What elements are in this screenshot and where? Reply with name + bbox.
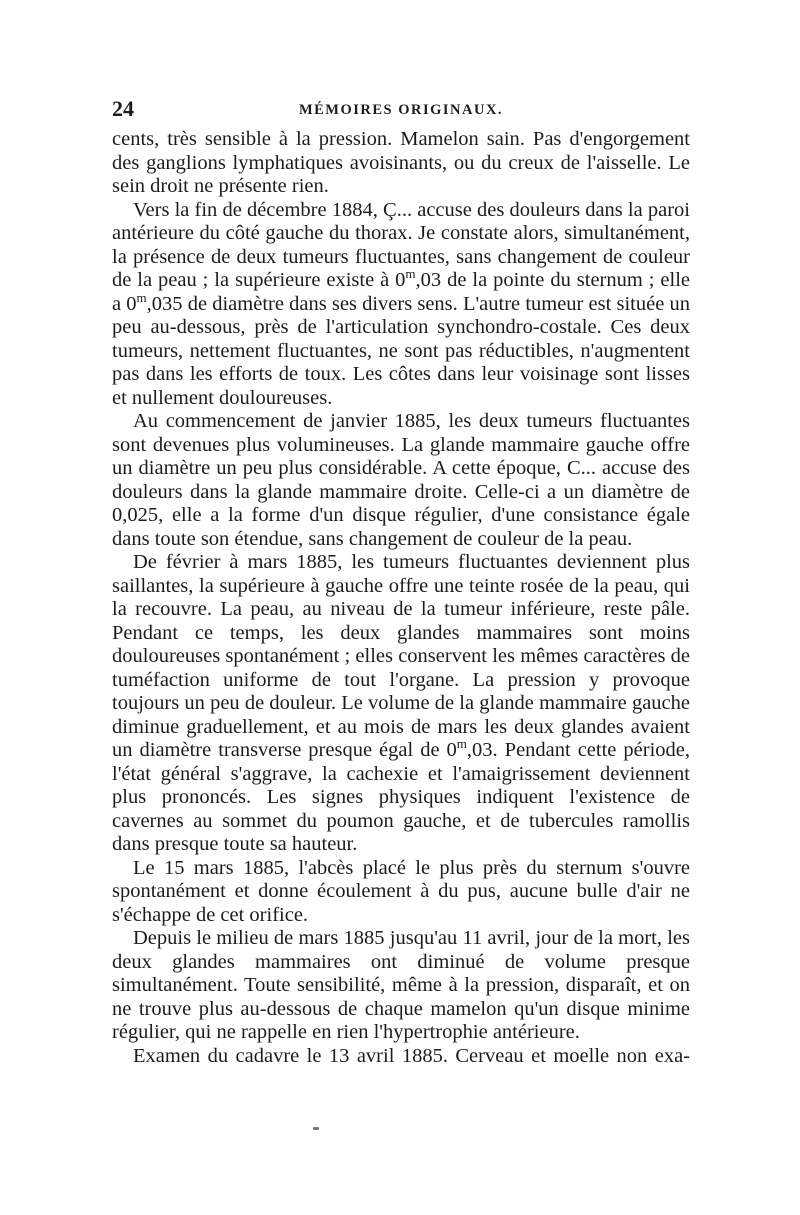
paragraph-continuation: cents, très sensible à la pression. Mamelon sain. Pas d'engorgement des ganglions lymphatiques avoisinants, ou du creux de l'aisselle. Le sein droit ne présente rien. — [112, 128, 690, 197]
page-header — [112, 96, 690, 126]
page-number: 24 — [112, 96, 134, 121]
paragraph-january-1885: Au commencement de janvier 1885, les deux tumeurs fluctuantes sont devenues plus volumineuses. La glande mammaire gauche offre un diamètre un peu plus considérable. A cette époque, C... accuse des douleurs dans la glande mammaire droite. Celle-ci a un diamètre de 0,025, elle a la forme d'un disque régulier, d'une consistance égale dans toute son étendue, sans changement de couleur de la peau. — [112, 410, 690, 550]
printer-mark — [313, 1127, 319, 1130]
paragraph-autopsy: Examen du cadavre le 13 avril 1885. Cerveau et moelle non exa- — [133, 1044, 690, 1067]
running-title: MÉMOIRES ORIGINAUX. — [298, 102, 504, 118]
paragraph-february-march-1885: De février à mars 1885, les tumeurs fluctuantes deviennent plus saillantes, la supérieure à gauche offre une teinte rosée de la peau, qui la recouvre. La peau, au niveau de la tumeur inférieure, reste pâle. Pendant ce temps, les deux glandes mammaires sont moins douloureuses spontanément ; elles conservent les mêmes caractères de tuméfaction uniforme de tout l'organe. La pression y provoque toujours un peu de douleur. Le volume de la glande mammaire gauche diminue graduellement, et au mois de mars les deux glandes avaient un diamètre transverse presque égal de 0$^m$,03. Pendant cette période, l'état général s'aggrave, la cachexie et l'amaigrissement deviennent plus prononcés. Les signes physiques indiquent l'existence de cavernes au sommet du poumon gauche, et de tubercules ramollis dans presque toute sa hauteur. — [112, 551, 690, 855]
paragraph-december-1884: Vers la fin de décembre 1884, Ç... accuse des douleurs dans la paroi antérieure du côté gauche du thorax. Je constate alors, simultanément, la présence de deux tumeurs fluctuantes, sans changement de couleur de la peau ; la supérieure existe à 0$^m$,03 de la pointe du sternum ; elle a 0$^m$,035 de diamètre dans ses divers sens. L'autre tumeur est située un peu au-dessous, près de l'articulation synchondro-costale. Ces deux tumeurs, nettement fluctuantes, ne sont pas réductibles, n'augmentent pas dans les efforts de toux. Les côtes dans leur voisinage sont lisses et nullement douloureuses. — [112, 198, 690, 409]
paragraph-15-march-1885: Le 15 mars 1885, l'abcès placé le plus près du sternum s'ouvre spontanément et donne écoulement à du pus, aucune bulle d'air ne s'échappe de cet orifice. — [112, 856, 690, 926]
paragraph-until-11-april: Depuis le milieu de mars 1885 jusqu'au 11 avril, jour de la mort, les deux glandes mammaires ont diminué de volume presque simultanément. Toute sensibilité, même à la pression, disparaît, et on ne trouve plus au-dessous de chaque mamelon qu'un disque minime régulier, qui ne rappelle en rien l'hypertrophie antérieure. — [112, 927, 690, 1043]
body-text — [112, 128, 690, 1068]
